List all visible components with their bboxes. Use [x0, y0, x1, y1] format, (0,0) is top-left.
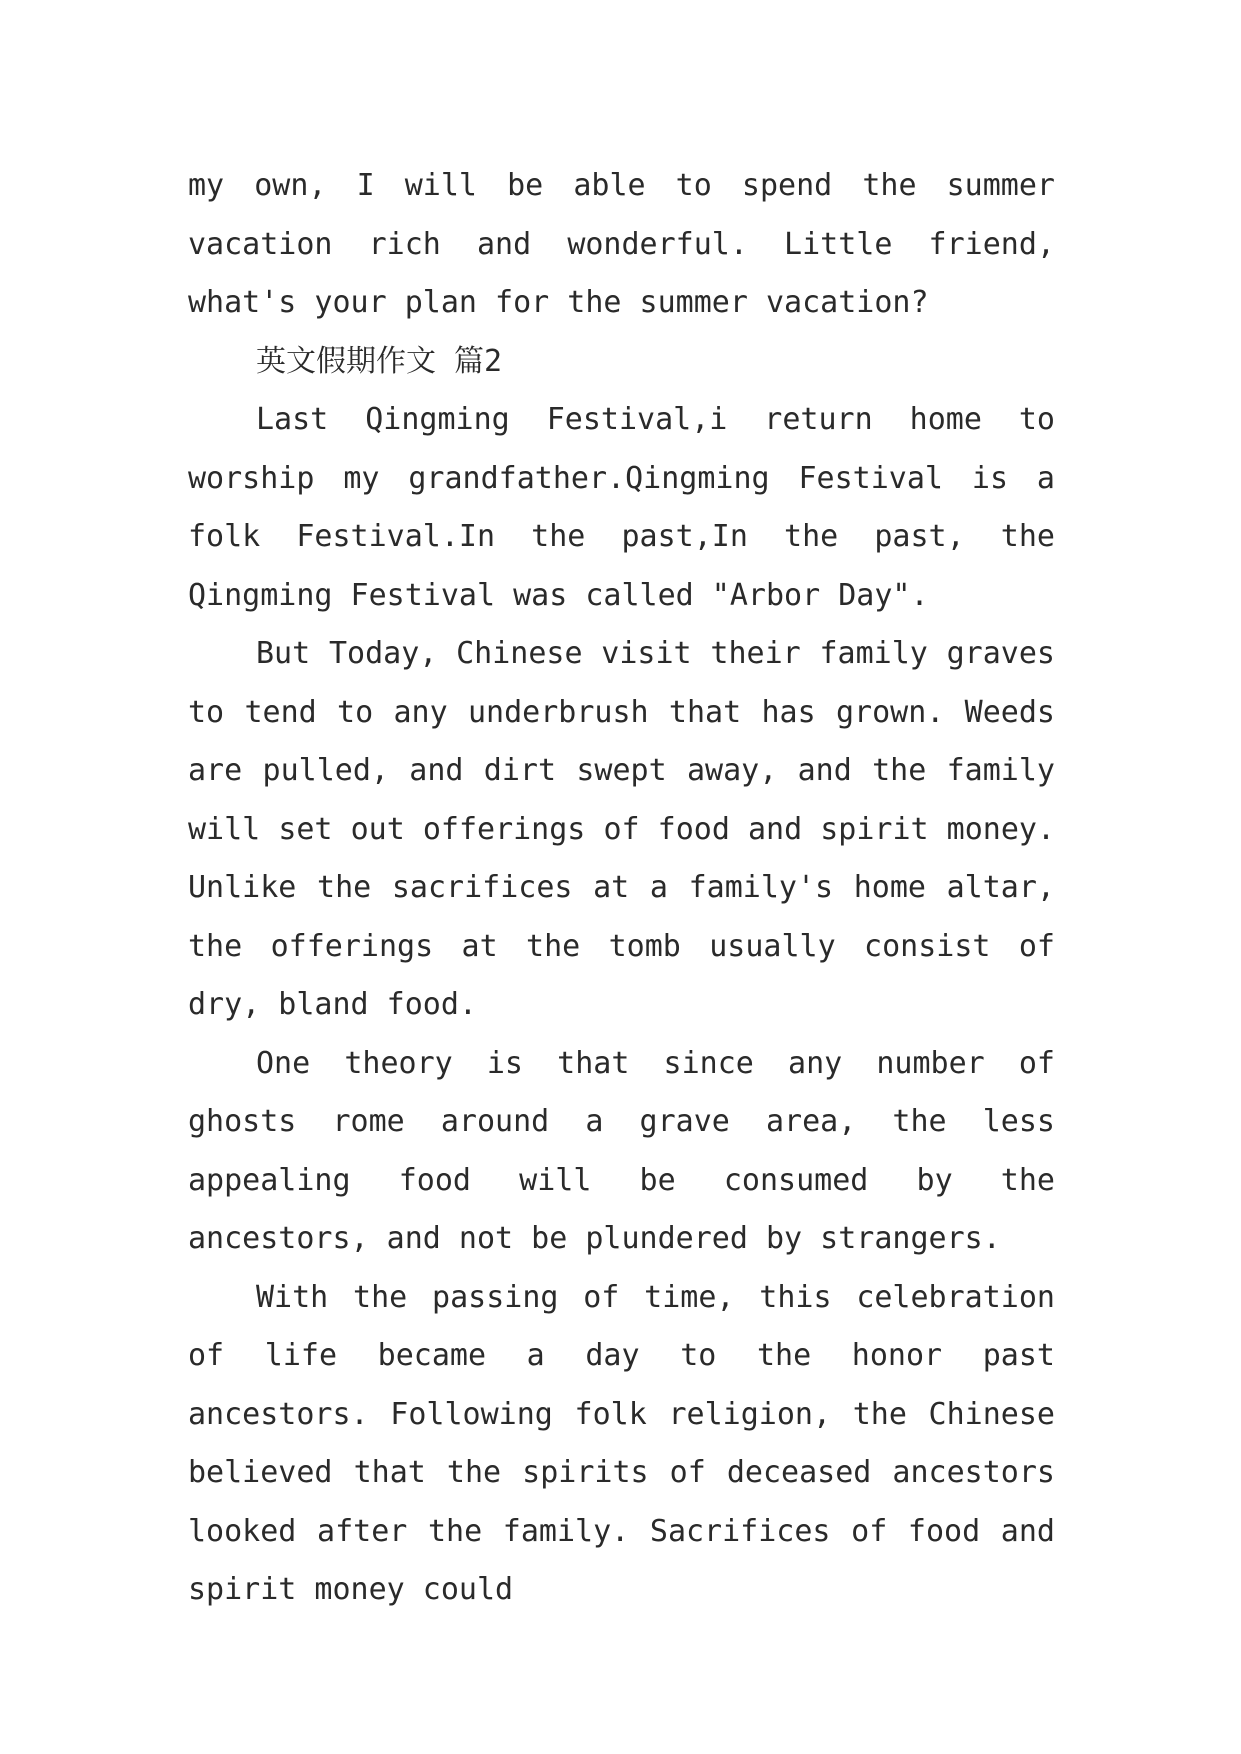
- paragraph-qingming-intro: Last Qingming Festival,i return home to worship my grandfather.Qingming Festival is a folk Festival.In the past,In the past, the Qingming Festival was called "Arbor Day".: [188, 402, 1055, 613]
- section-heading: 英文假期作文 篇2: [256, 343, 503, 379]
- paragraph-ghost-theory: One theory is that since any number of ghosts rome around a grave area, the less appealing food will be consumed by the ancestors, and not be plundered by strangers.: [188, 1045, 1055, 1256]
- document-body: [188, 157, 1055, 1620]
- paragraph-continuation: my own, I will be able to spend the summer vacation rich and wonderful. Little friend, what's your plan for the summer vacation?: [188, 168, 1055, 320]
- paragraph-grave-visits: But Today, Chinese visit their family graves to tend to any underbrush that has grown. Weeds are pulled, and dirt swept away, and the family will set out offerings of food and spirit money. Unlike the sacrifices at a family's home altar, the offerings at the tomb usually consist of dry, bland food.: [188, 636, 1055, 1022]
- paragraph-passing-of-time: With the passing of time, this celebration of life became a day to the honor past ancestors. Following folk religion, the Chinese believed that the spirits of deceased ancestors looked after the family. Sacrifices of food and spirit money could: [188, 1279, 1055, 1607]
